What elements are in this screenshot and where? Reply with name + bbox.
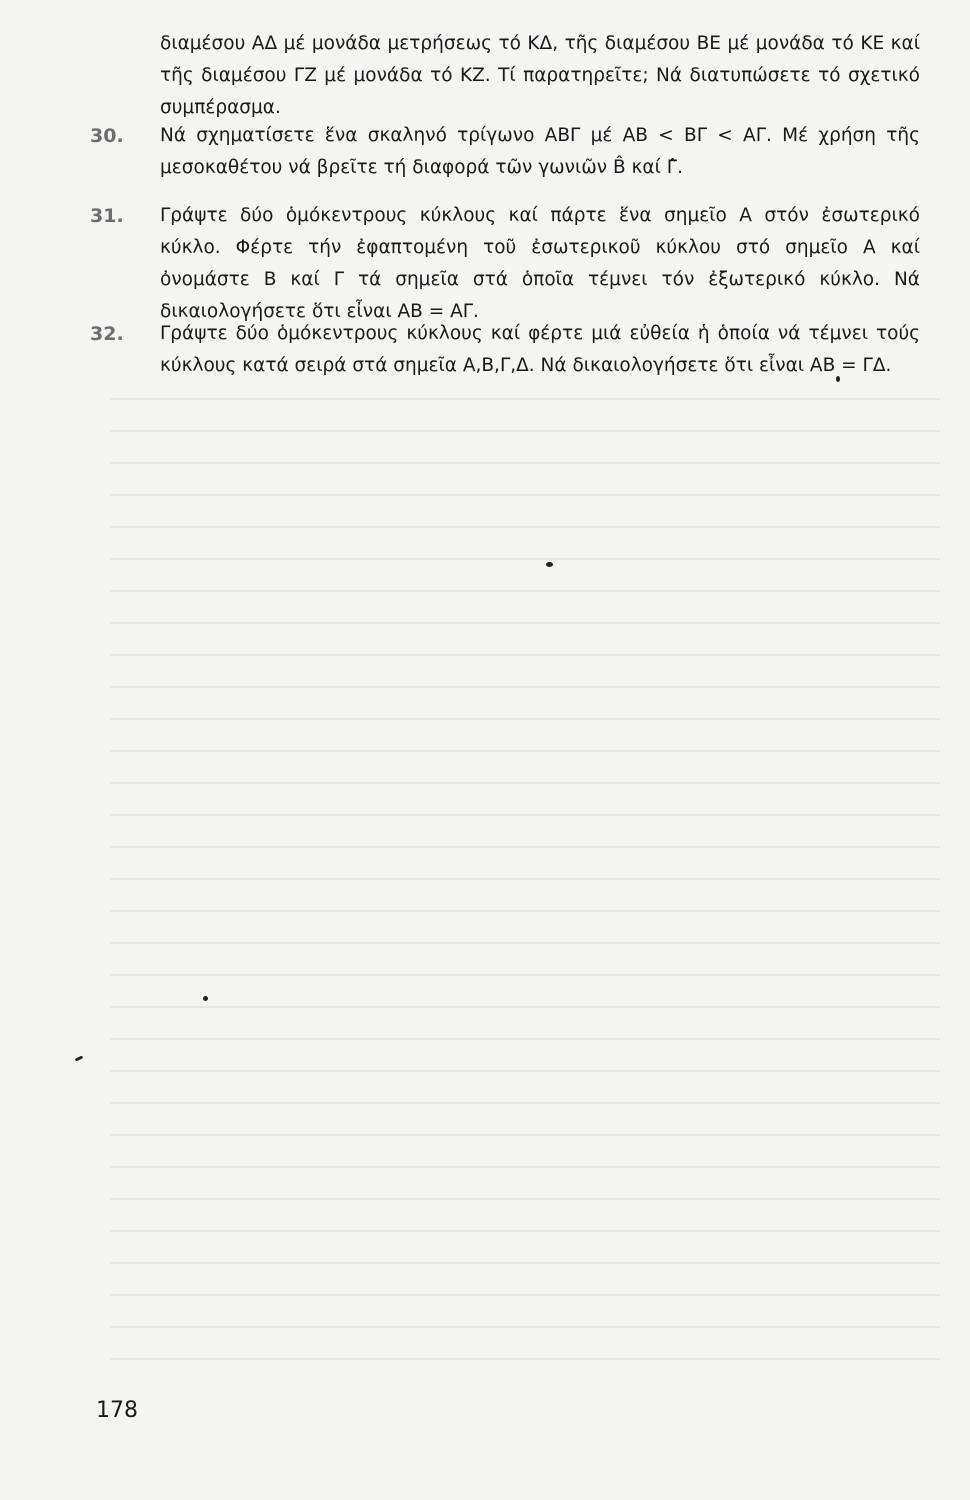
ink-speck	[836, 376, 840, 382]
ink-speck	[546, 562, 553, 567]
page-number: 178	[96, 1398, 138, 1423]
show-through-text	[110, 380, 940, 1380]
ink-speck	[203, 996, 208, 1001]
exercise-number: 31.	[90, 205, 124, 227]
exercise-number: 30.	[90, 125, 124, 147]
exercise-text: Νά σχηματίσετε ἕνα σκαληνό τρίγωνο ΑΒΓ μέ ΑΒ < ΒΓ < ΑΓ. Μέ χρήση τῆς μεσοκαθέτου νά βρεῖτε τή διαφορά τῶν γωνιῶν B̂ καί Γ̂.	[160, 125, 920, 178]
exercise-text: Γράψτε δύο ὁμόκεντρους κύκλους καί πάρτε ἕνα σημεῖο Α στόν ἐσωτερικό κύκλο. Φέρτε τήν ἐφαπτομένη τοῦ ἐσωτερικοῦ κύκλου στό σημεῖο Α καί ὀνομάστε Β καί Γ τά σημεῖα στά ὁποῖα τέμνει τόν ἐξωτερικό κύκλο. Νά δικαιολογήσετε ὅτι εἶναι ΑΒ = ΑΓ.	[160, 205, 920, 322]
exercise-number: 32.	[90, 323, 124, 345]
ink-speck	[75, 1055, 84, 1061]
exercise-29-continuation: διαμέσου ΑΔ μέ μονάδα μετρήσεως τό ΚΔ, τῆς διαμέσου ΒΕ μέ μονάδα τό ΚΕ καί τῆς διαμέσου ΓΖ μέ μονάδα τό ΚΖ. Τί παρατηρεῖτε; Νά διατυπώσετε τό σχετικό συμπέρασμα.	[160, 33, 920, 118]
exercise-text: Γράψτε δύο ὁμόκεντρους κύκλους καί φέρτε μιά εὐθεία ἡ ὁποία νά τέμνει τούς κύκλους κατά σειρά στά σημεῖα Α,Β,Γ,Δ. Νά δικαιολογήσετε ὅτι εἶναι ΑΒ = ΓΔ.	[160, 323, 920, 376]
